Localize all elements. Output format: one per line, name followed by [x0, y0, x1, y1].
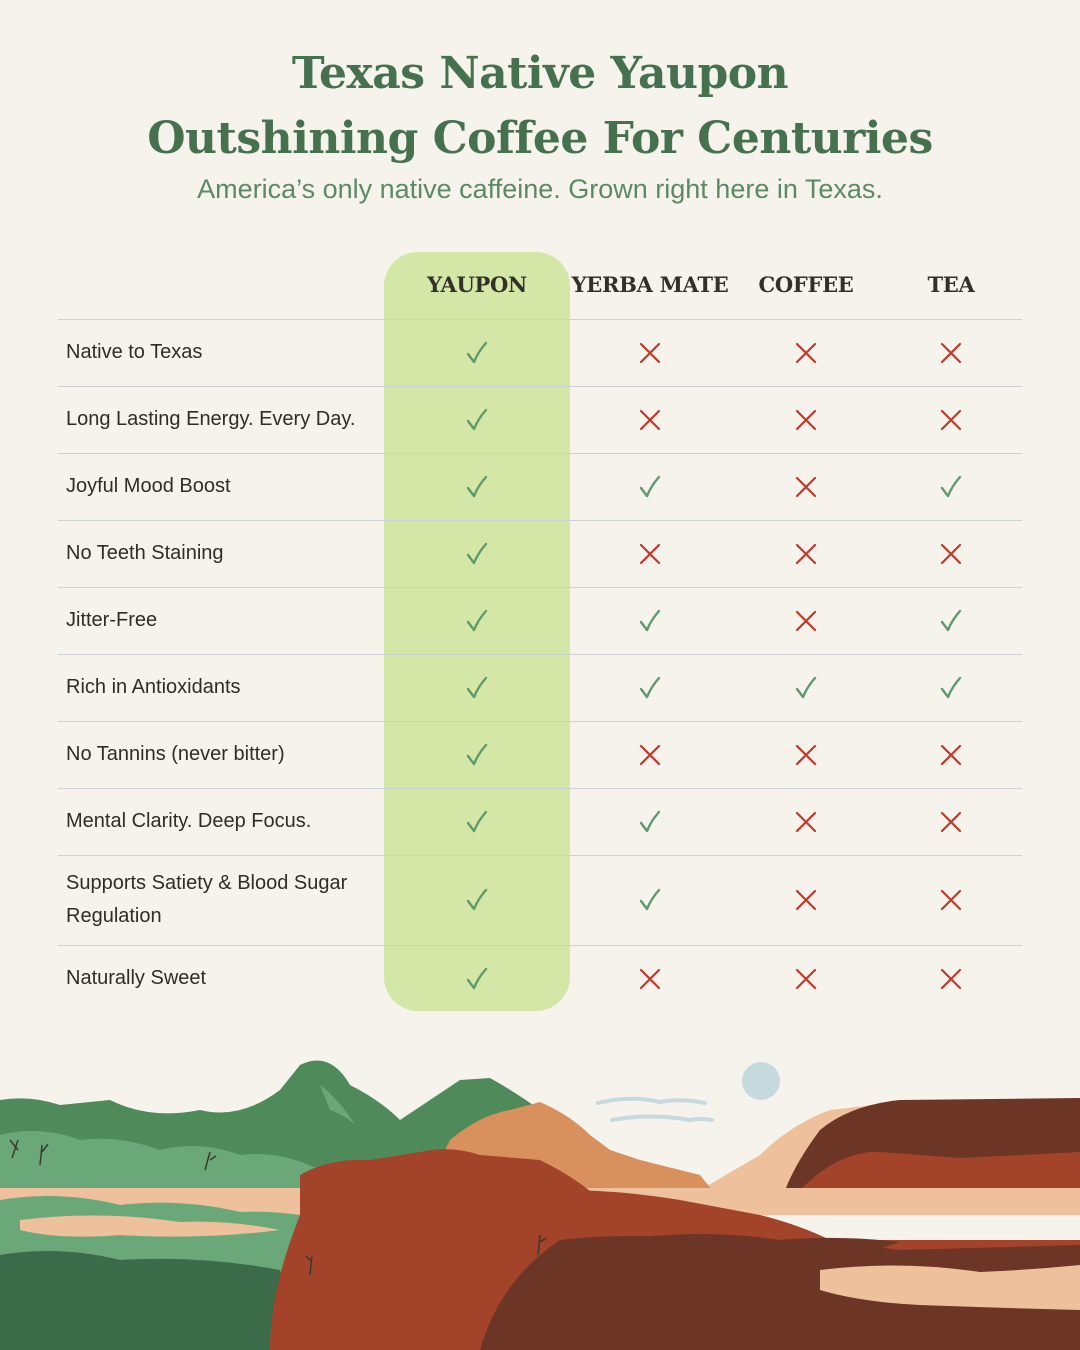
- check-icon: [630, 802, 670, 842]
- row-label: No Teeth Staining: [66, 542, 224, 564]
- cross-icon: [931, 735, 971, 775]
- row-label: Rich in Antioxidants: [66, 676, 241, 698]
- check-icon: [786, 668, 826, 708]
- row-label: Mental Clarity. Deep Focus.: [66, 810, 312, 832]
- cross-icon: [630, 333, 670, 373]
- row-label: Naturally Sweet: [66, 967, 207, 989]
- cross-icon: [786, 534, 826, 574]
- cross-icon: [931, 534, 971, 574]
- cross-icon: [786, 802, 826, 842]
- row-label: Native to Texas: [66, 341, 203, 363]
- cross-icon: [931, 802, 971, 842]
- cross-icon: [786, 467, 826, 507]
- check-icon: [457, 668, 497, 708]
- cross-icon: [630, 400, 670, 440]
- cross-icon: [931, 400, 971, 440]
- cross-icon: [786, 959, 826, 999]
- cross-icon: [786, 601, 826, 641]
- cross-icon: [786, 880, 826, 920]
- check-icon: [630, 880, 670, 920]
- check-icon: [630, 467, 670, 507]
- subtitle: America’s only native caffeine. Grown right here in Texas.: [197, 174, 883, 204]
- texas-landscape-illustration: [0, 1040, 1080, 1350]
- cross-icon: [786, 333, 826, 373]
- check-icon: [931, 668, 971, 708]
- check-icon: [457, 400, 497, 440]
- check-icon: [457, 802, 497, 842]
- row-label: Joyful Mood Boost: [66, 475, 231, 497]
- row-label: Long Lasting Energy. Every Day.: [66, 408, 356, 430]
- check-icon: [457, 534, 497, 574]
- column-header-tea: TEA: [927, 272, 975, 297]
- check-icon: [931, 467, 971, 507]
- cross-icon: [630, 735, 670, 775]
- cross-icon: [931, 880, 971, 920]
- check-icon: [630, 601, 670, 641]
- column-header-coffee: COFFEE: [758, 272, 854, 297]
- sun-shape: [742, 1062, 780, 1100]
- row-label: Supports Satiety & Blood Sugar Regulation: [66, 872, 348, 927]
- cross-icon: [630, 959, 670, 999]
- cross-icon: [630, 534, 670, 574]
- title-line-1: Texas Native Yaupon: [291, 48, 789, 99]
- cross-icon: [786, 735, 826, 775]
- check-icon: [457, 880, 497, 920]
- title-line-2: Outshining Coffee For Centuries: [147, 113, 933, 164]
- cross-icon: [931, 959, 971, 999]
- check-icon: [630, 668, 670, 708]
- check-icon: [457, 959, 497, 999]
- check-icon: [457, 735, 497, 775]
- column-header-yaupon: YAUPON: [427, 272, 527, 297]
- column-header-yerba-mate: YERBA MATE: [571, 272, 729, 297]
- check-icon: [457, 467, 497, 507]
- check-icon: [931, 601, 971, 641]
- row-label: No Tannins (never bitter): [66, 743, 285, 765]
- cross-icon: [931, 333, 971, 373]
- row-label: Jitter-Free: [66, 609, 158, 631]
- check-icon: [457, 333, 497, 373]
- cross-icon: [786, 400, 826, 440]
- check-icon: [457, 601, 497, 641]
